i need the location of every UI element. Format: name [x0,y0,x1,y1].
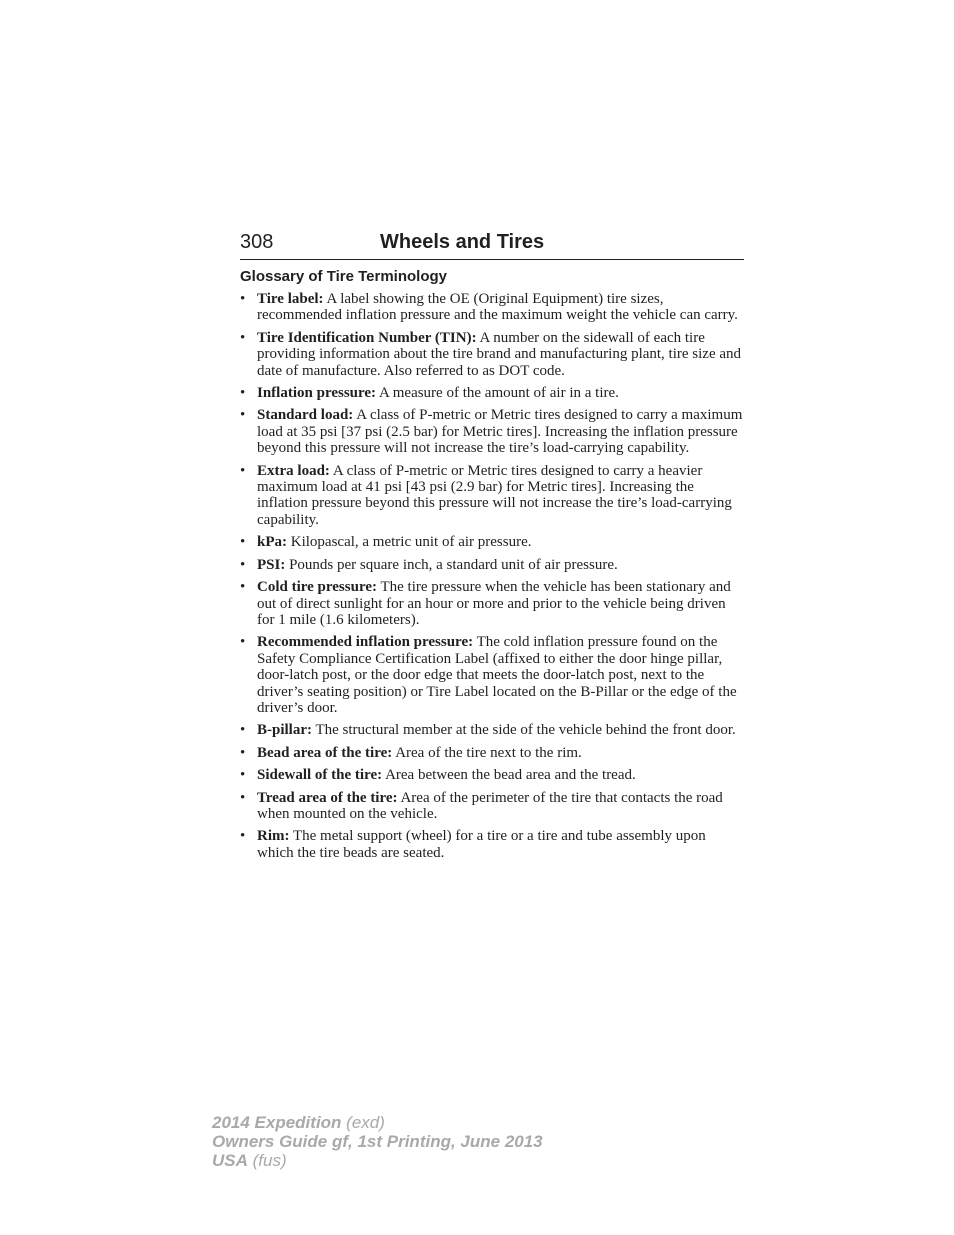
glossary-item [240,330,745,379]
bullet-icon: • [240,767,246,784]
glossary-item [240,579,745,628]
bullet-icon: • [240,462,246,479]
glossary-item [240,722,745,738]
glossary-term: kPa: [257,534,287,551]
glossary-item [240,385,745,401]
glossary-term: Extra load: [257,462,330,479]
glossary-item [240,557,745,573]
glossary-term: Standard load: [257,407,354,424]
page-header [240,229,744,260]
footer-line-edition: Owners Guide gf, 1st Printing, June 2013 [212,1132,543,1151]
glossary-definition: A class of P-metric or Metric tires designed to carry a heavier maximum load at 41 psi [43 psi (2.9 bar) for Metric tires]. Increasing the inflation pressure beyond this pressure will not increase the tire’s load-carrying capability. [257,462,732,528]
glossary-definition: Pounds per square inch, a standard unit of air pressure. [289,556,618,573]
glossary-definition: Area of the perimeter of the tire that contacts the road when mounted on the vehicle. [257,789,723,822]
bullet-icon: • [240,744,246,761]
footer-line-model [212,1113,543,1132]
glossary-term: PSI: [257,556,286,573]
glossary-definition: A measure of the amount of air in a tire. [378,385,619,402]
footer-market-code: (fus) [252,1151,287,1170]
glossary-term: B-pillar: [257,722,312,739]
glossary-item [240,634,745,716]
glossary-term: Rim: [257,828,290,845]
glossary-definition: The metal support (wheel) for a tire or a tire and tube assembly upon which the tire beads are seated. [257,828,706,861]
glossary-term: Bead area of the tire: [257,744,393,761]
glossary-term: Recommended inflation pressure: [257,634,474,651]
glossary-definition: A label showing the OE (Original Equipment) tire sizes, recommended inflation pressure and the maximum weight the vehicle can carry. [257,291,738,324]
glossary-term: Tire Identification Number (TIN): [257,329,477,346]
footer-model-code: (exd) [346,1113,385,1132]
glossary-term: Tread area of the tire: [257,789,398,806]
page-number: 308 [240,231,274,253]
chapter-title: Wheels and Tires [380,231,545,253]
glossary-definition: Area between the bead area and the tread. [385,767,636,784]
glossary-item [240,291,745,324]
bullet-icon: • [240,329,246,346]
glossary-definition: The structural member at the side of the vehicle behind the front door. [315,722,736,739]
glossary-definition: Kilopascal, a metric unit of air pressure. [290,534,532,551]
glossary-definition: The cold inflation pressure found on the Safety Compliance Certification Label (affixed to either the door hinge pillar, door-latch post, or the door edge that meets the door-latch post, next to the driver’s seating position) or Tire Label located on the B-Pillar or the edge of the driver’s door. [257,634,737,716]
glossary-term: Sidewall of the tire: [257,767,383,784]
glossary-item [240,407,745,456]
glossary-definition: A number on the sidewall of each tire providing information about the tire brand and manufacturing plant, tire size and date of manufacture. Also referred to as DOT code. [257,329,742,379]
footer-model: 2014 Expedition [212,1113,342,1132]
glossary-term: Inflation pressure: [257,385,377,402]
footer-market: USA [212,1151,248,1170]
glossary-item [240,463,745,529]
bullet-icon: • [240,634,246,651]
bullet-icon: • [240,579,246,596]
glossary-list [240,291,745,867]
bullet-icon: • [240,828,246,845]
bullet-icon: • [240,385,246,402]
glossary-definition: Area of the tire next to the rim. [395,744,582,761]
glossary-item [240,745,745,761]
glossary-definition: The tire pressure when the vehicle has been stationary and out of direct sunlight for an hour or more and prior to the vehicle being driven for 1 mile (1.6 kilometers). [257,579,731,628]
bullet-icon: • [240,407,246,424]
glossary-item [240,790,745,823]
glossary-item [240,828,745,861]
footer-line-market [212,1151,543,1170]
bullet-icon: • [240,789,246,806]
bullet-icon: • [240,556,246,573]
bullet-icon: • [240,291,246,307]
glossary-term: Tire label: [257,291,324,307]
glossary-item [240,767,745,783]
glossary-definition: A class of P-metric or Metric tires designed to carry a maximum load at 35 psi [37 psi (2.5 bar) for Metric tires]. Increasing the inflation pressure beyond this pressure will not increase the tire’s load-carrying capability. [257,407,743,457]
bullet-icon: • [240,722,246,739]
glossary-term: Cold tire pressure: [257,579,377,596]
print-footer [212,1113,543,1170]
bullet-icon: • [240,534,246,551]
section-heading: Glossary of Tire Terminology [240,268,447,285]
glossary-item [240,534,745,550]
